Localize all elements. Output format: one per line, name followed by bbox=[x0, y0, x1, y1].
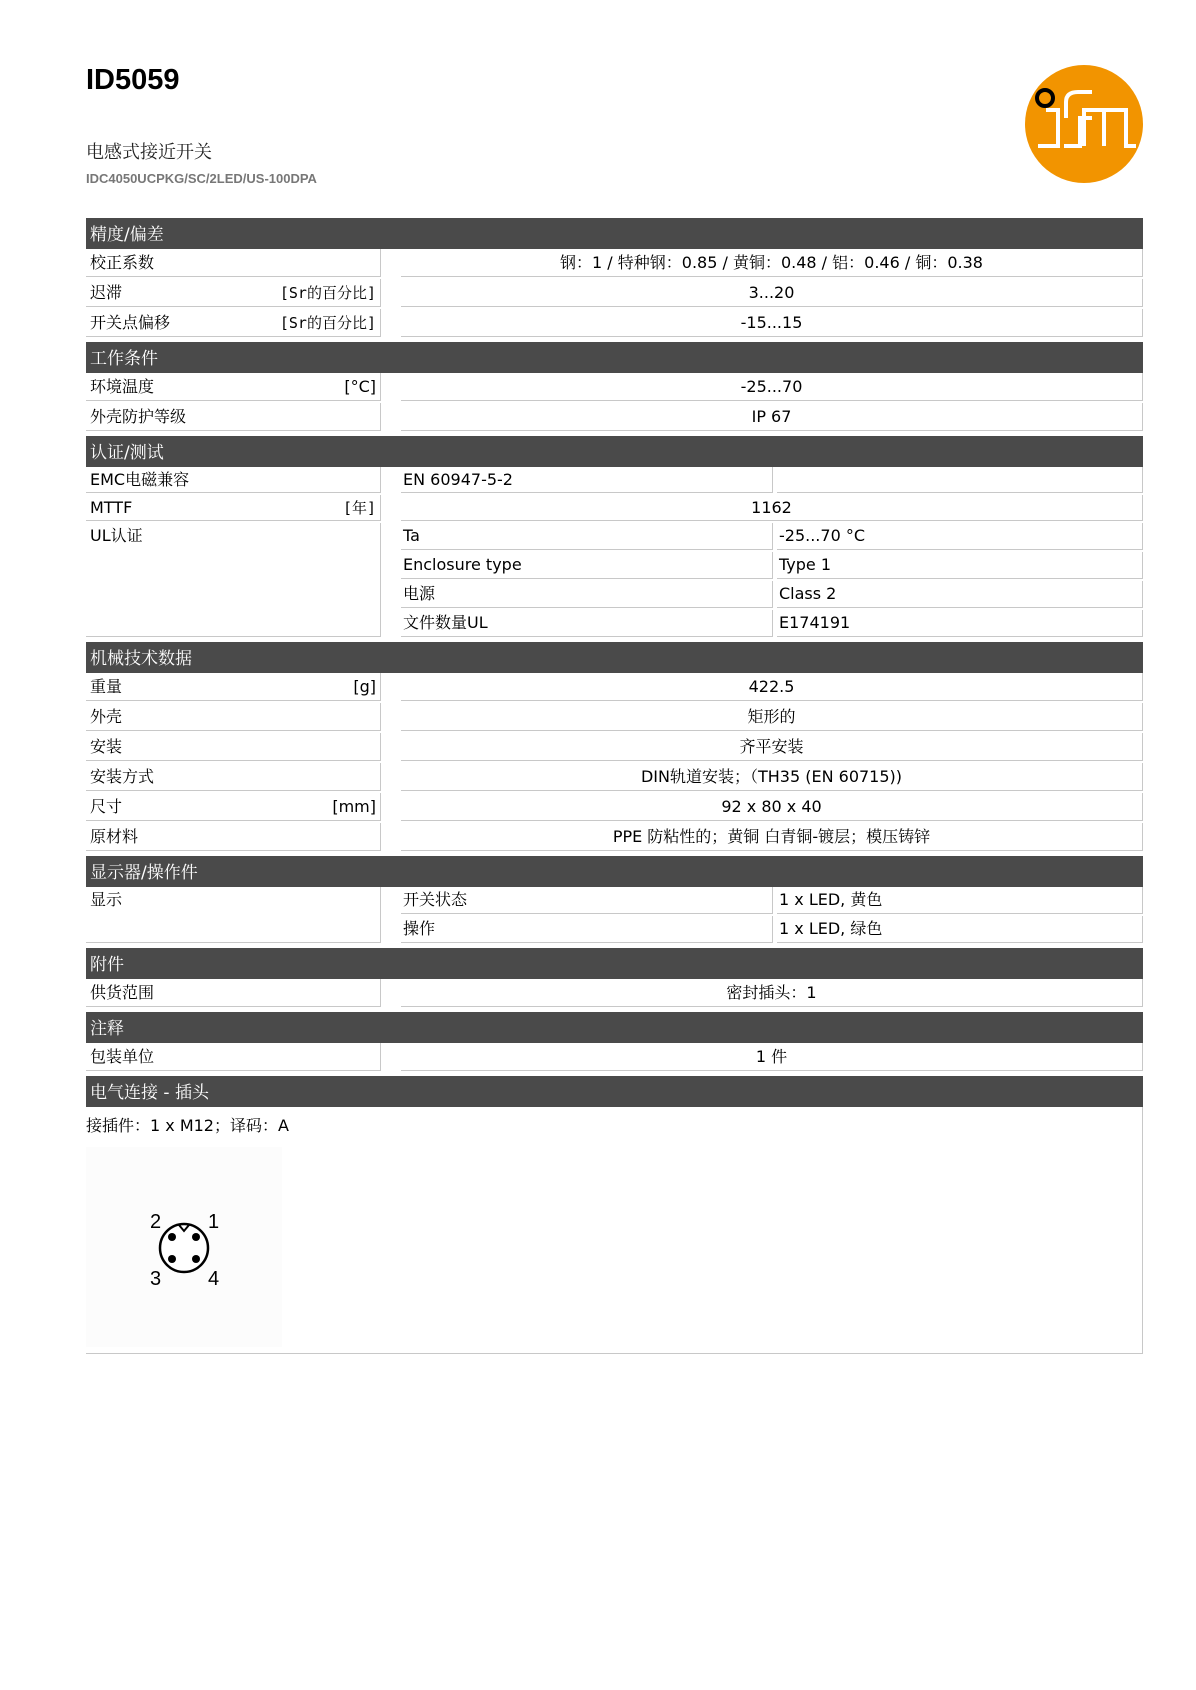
table-row bbox=[86, 249, 1143, 279]
table-row bbox=[86, 279, 1143, 309]
row-label: 重量 bbox=[90, 677, 123, 696]
row-value: 92 x 80 x 40 bbox=[401, 793, 1143, 821]
row-value: PPE 防粘性的；黄铜 白青铜-镀层；模压铸锌 bbox=[401, 823, 1143, 851]
section-connection-header: 电气连接 - 插头 bbox=[86, 1076, 1143, 1107]
table-row bbox=[86, 309, 1143, 339]
display-item bbox=[401, 916, 1143, 945]
row-label: 尺寸 bbox=[90, 797, 123, 816]
section-remarks-header: 注释 bbox=[86, 1012, 1143, 1043]
table-row-mttf bbox=[86, 495, 1143, 523]
table-row bbox=[86, 793, 1143, 823]
table-row bbox=[86, 703, 1143, 733]
table-row bbox=[86, 403, 1143, 433]
row-label: 原材料 bbox=[90, 827, 139, 846]
ul-item bbox=[401, 610, 1143, 639]
section-approvals-header: 认证/测试 bbox=[86, 436, 1143, 467]
product-title: ID5059 bbox=[86, 64, 180, 96]
row-label: EMC电磁兼容 bbox=[90, 470, 190, 489]
emc-value bbox=[777, 467, 1143, 493]
datasheet bbox=[86, 218, 1143, 1354]
connection-description: 接插件：1 x M12；译码：A bbox=[86, 1116, 289, 1135]
row-value: -15...15 bbox=[401, 309, 1143, 337]
row-unit: [g] bbox=[353, 677, 376, 696]
table-row bbox=[86, 373, 1143, 403]
product-subtitle: 电感式接近开关 bbox=[86, 142, 212, 163]
row-value: 1 件 bbox=[401, 1043, 1143, 1071]
section-display-header: 显示器/操作件 bbox=[86, 856, 1143, 887]
table-row bbox=[86, 733, 1143, 763]
table-row bbox=[86, 673, 1143, 703]
row-value: 密封插头：1 bbox=[401, 979, 1143, 1007]
product-code: IDC4050UCPKG/SC/2LED/US-100DPA bbox=[86, 171, 317, 186]
section-accuracy-header: 精度/偏差 bbox=[86, 218, 1143, 249]
connection-panel bbox=[86, 1107, 1143, 1354]
pin-label: 1 bbox=[208, 1211, 220, 1233]
pin-label: 4 bbox=[208, 1268, 220, 1290]
ul-value: E174191 bbox=[777, 610, 1143, 637]
ul-item bbox=[401, 523, 1143, 552]
ul-item bbox=[401, 552, 1143, 581]
row-value: DIN轨道安装；（TH35 (EN 60715)) bbox=[401, 763, 1143, 791]
row-unit: [年] bbox=[342, 499, 376, 517]
pin-label: 3 bbox=[150, 1268, 162, 1290]
row-label: 安装 bbox=[90, 737, 123, 756]
row-unit: [mm] bbox=[332, 797, 376, 816]
ul-value: Type 1 bbox=[777, 552, 1143, 579]
ul-key: Enclosure type bbox=[401, 552, 773, 579]
table-row-ul bbox=[86, 523, 1143, 639]
m12-pinout-diagram bbox=[86, 1147, 282, 1347]
row-label: 供货范围 bbox=[90, 983, 155, 1002]
ul-item bbox=[401, 581, 1143, 610]
m12-connector-icon bbox=[86, 1147, 282, 1347]
section-accessories-header: 附件 bbox=[86, 948, 1143, 979]
row-value: 矩形的 bbox=[401, 703, 1143, 731]
row-label: 包装单位 bbox=[90, 1047, 155, 1066]
table-row bbox=[86, 979, 1143, 1009]
row-unit: [°C] bbox=[344, 377, 376, 396]
row-label: 迟滞 bbox=[90, 283, 123, 302]
ul-key: Ta bbox=[401, 523, 773, 550]
row-value: -25...70 bbox=[401, 373, 1143, 401]
display-item bbox=[401, 887, 1143, 916]
row-label: 外壳 bbox=[90, 707, 123, 726]
row-value: 钢：1 / 特种钢：0.85 / 黄铜：0.48 / 铝：0.46 / 铜：0.38 bbox=[401, 249, 1143, 277]
row-value: IP 67 bbox=[401, 403, 1143, 431]
row-label: 开关点偏移 bbox=[90, 313, 171, 332]
ul-value: -25...70 °C bbox=[777, 523, 1143, 550]
row-label: 校正系数 bbox=[90, 253, 155, 272]
ifm-logo-icon bbox=[1024, 64, 1144, 184]
row-label: MTTF bbox=[90, 498, 133, 517]
section-mechanical-header: 机械技术数据 bbox=[86, 642, 1143, 673]
table-row-emc bbox=[86, 467, 1143, 495]
section-operating-header: 工作条件 bbox=[86, 342, 1143, 373]
display-key: 开关状态 bbox=[401, 887, 773, 914]
row-unit: [Sr的百分比] bbox=[279, 284, 376, 302]
row-label: 安装方式 bbox=[90, 767, 155, 786]
row-value: 3...20 bbox=[401, 279, 1143, 307]
pin-label: 2 bbox=[150, 1211, 162, 1233]
ul-key: 电源 bbox=[401, 581, 773, 608]
row-label: UL认证 bbox=[90, 526, 143, 545]
ul-value: Class 2 bbox=[777, 581, 1143, 608]
ul-key: 文件数量UL bbox=[401, 610, 773, 637]
table-row bbox=[86, 763, 1143, 793]
table-row bbox=[86, 1043, 1143, 1073]
row-label: 外壳防护等级 bbox=[90, 407, 187, 426]
row-label: 环境温度 bbox=[90, 377, 155, 396]
row-value: 422.5 bbox=[401, 673, 1143, 701]
row-label: 显示 bbox=[90, 890, 123, 909]
table-row-display bbox=[86, 887, 1143, 945]
table-row bbox=[86, 823, 1143, 853]
display-value: 1 x LED, 黄色 bbox=[777, 887, 1143, 914]
row-unit: [Sr的百分比] bbox=[279, 314, 376, 332]
row-value: 齐平安装 bbox=[401, 733, 1143, 761]
row-value: 1162 bbox=[401, 495, 1143, 521]
emc-standard: EN 60947-5-2 bbox=[401, 467, 773, 493]
display-value: 1 x LED, 绿色 bbox=[777, 916, 1143, 943]
display-key: 操作 bbox=[401, 916, 773, 943]
